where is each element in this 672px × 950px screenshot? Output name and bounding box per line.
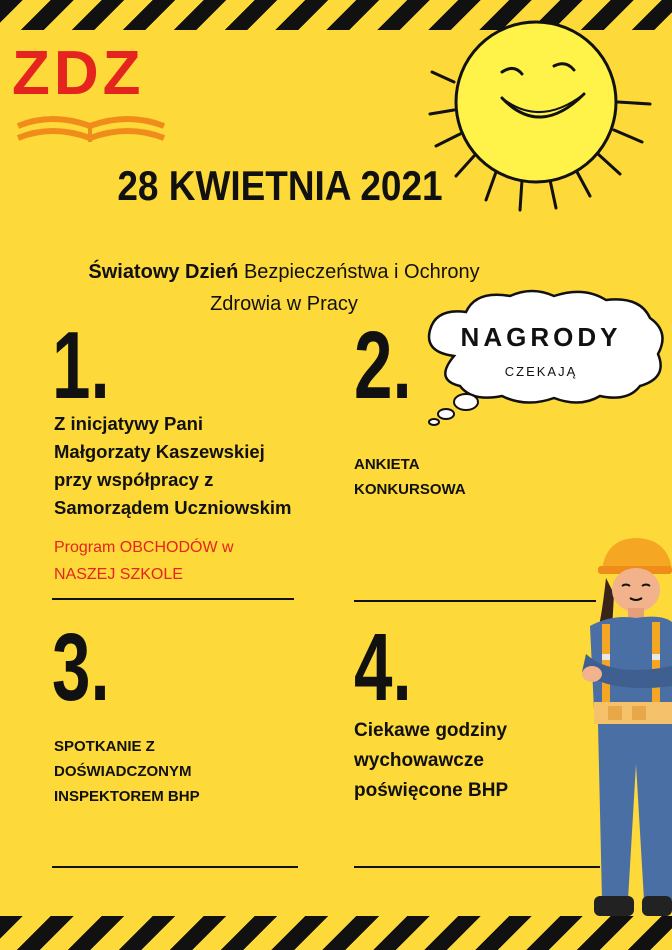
item-2-line: ANKIETA [354,456,420,473]
divider-4 [354,866,600,868]
open-book-icon [12,38,172,148]
item-4-text [354,716,604,806]
item-number-2: 2. [354,312,412,419]
item-1-line: Małgorzaty Kaszewskiej [54,441,265,462]
item-number-4: 4. [354,614,412,721]
item-4-line: Ciekawe godziny [354,720,508,741]
subtitle-line1: Bezpieczeństwa i Ochrony [243,261,480,283]
thought-cloud-icon [414,286,672,426]
subtitle-line2: Zdrowia w Pracy [210,293,358,315]
item-1-note-line: Program OBCHODÓW w [54,539,234,556]
subtitle-bold: Światowy Dzień [88,261,239,283]
item-3-text [54,734,314,809]
item-3-line: DOŚWIADCZONYM [54,763,192,780]
item-3-line: INSPEKTOREM BHP [54,788,200,805]
logo-text: ZDZ [12,39,145,108]
divider-2 [354,600,596,602]
cloud-subtitle: CZEKAJĄ [504,364,578,379]
item-1-note [54,534,354,588]
item-number-1: 1. [52,312,110,419]
item-1-line: Z inicjatywy Pani [54,413,204,434]
page-title: 28 KWIETNIA 2021 [117,162,443,209]
divider-1 [52,598,294,600]
item-2-text [354,452,554,502]
item-3-line: SPOTKANIE Z [54,738,155,755]
item-number-3: 3. [52,614,110,721]
hazard-stripes-bottom [0,916,672,950]
item-1-note-line: NASZEJ SZKOLE [54,566,183,583]
divider-3 [52,866,298,868]
item-1-text [54,410,354,522]
cloud-title: NAGRODY [460,322,622,352]
construction-worker-icon [572,534,672,920]
item-1-line: przy współpracy z [54,469,214,490]
zdz-logo [12,38,172,148]
item-4-line: poświęcone BHP [354,780,509,801]
item-2-line: KONKURSOWA [354,481,466,498]
item-1-line: Samorządem Uczniowskim [54,497,292,518]
item-4-line: wychowawcze [354,750,484,771]
